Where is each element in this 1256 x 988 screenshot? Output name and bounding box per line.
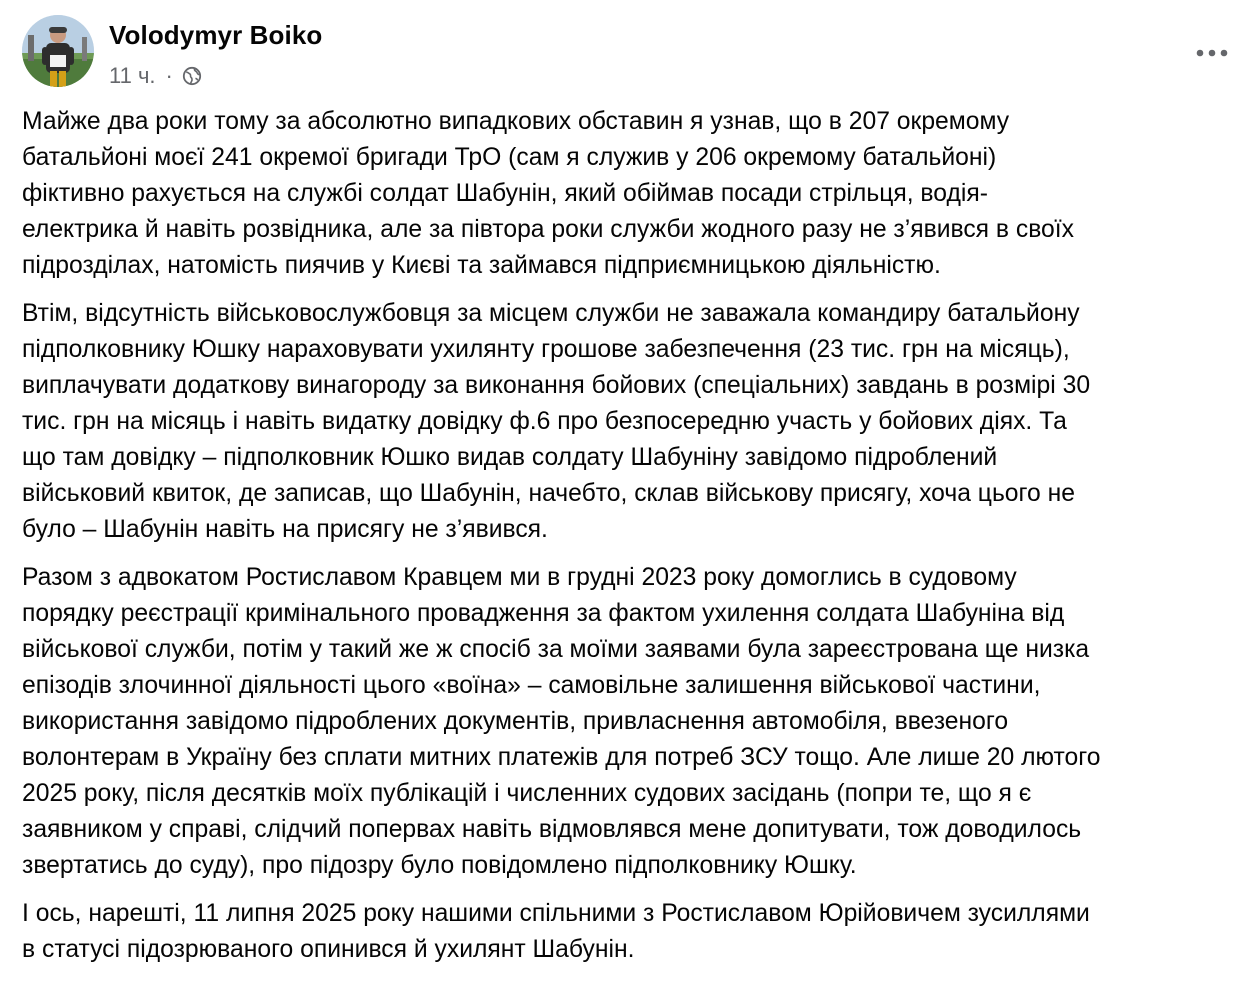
post-paragraph-4	[22, 896, 1242, 968]
text-line: в статусі підозрюваного опинився й ухилянт Шабунін.	[22, 936, 635, 963]
text-line: заявником у справі, слідчий поперваx навіть відмовлявся мене допитувати, тож доводилось	[22, 816, 1082, 843]
post-text	[22, 104, 1242, 980]
avatar[interactable]	[22, 15, 94, 87]
post-meta	[109, 63, 202, 89]
text-line: тис. грн на місяць і навіть видатку довідку ф.6 про безпосередню участь у бойових діях. Та	[22, 408, 1067, 435]
text-line: виплачувати додаткову винагороду за виконання бойових (спеціальних) завдань в розмірі 30	[22, 372, 1091, 399]
post-time[interactable]: 11 ч.	[109, 63, 156, 88]
author-name[interactable]: Volodymyr Boiko	[109, 20, 323, 50]
text-line: використання завідомо підроблених документів, привласнення автомобіля, ввезеного	[22, 708, 1009, 735]
text-line: електрика й навіть розвідника, але за півтора роки служби жодного разу не з’явився в своїх	[22, 216, 1074, 243]
post-paragraph-2	[22, 296, 1242, 548]
text-line: порядку реєстрації кримінального провадження за фактом ухилення солдата Шабуніна від	[22, 600, 1065, 627]
post-paragraph-3	[22, 560, 1242, 884]
text-line: Разом з адвокатом Ростиславом Кравцем ми в грудні 2023 року домоглись в судовому	[22, 564, 1017, 591]
meta-separator: ·	[165, 63, 173, 88]
text-line: підполковнику Юшку нараховувати ухилянту грошове забезпечення (23 тис. грн на місяць),	[22, 336, 1070, 363]
text-line: 2025 року, після десятків моїх публікацій і численних судових засідань (попри те, що я є	[22, 780, 1032, 807]
text-line: І ось, нарешті, 11 липня 2025 року нашими спільними з Ростиславом Юрійовичем зусиллями	[22, 900, 1090, 927]
text-line: Майже два роки тому за абсолютно випадкових обставин я узнав, що в 207 окремому	[22, 108, 1010, 135]
text-line: Втім, відсутність військовослужбовця за місцем служби не заважала командиру батальйону	[22, 300, 1080, 327]
text-line: епізодів злочинної діяльності цього «воїна» – самовільне залишення військової частини,	[22, 672, 1041, 699]
text-line: звертатись до суду), про підозру було повідомлено підполковнику Юшку.	[22, 852, 857, 879]
text-line: було – Шабунін навіть на присягу не з’явився.	[22, 516, 548, 543]
globe-icon[interactable]	[182, 66, 202, 86]
text-line: фіктивно рахується на службі солдат Шабунін, який обіймав посади стрільця, водія-	[22, 180, 988, 207]
text-line: волонтерам в Україну без сплати митних платежів для потреб ЗСУ тощо. Але лише 20 лютого	[22, 744, 1101, 771]
text-line: військовий квиток, де записав, що Шабунін, начебто, склав військову присягу, хоча цього не	[22, 480, 1075, 507]
more-options-icon[interactable]	[1190, 33, 1234, 73]
avatar-photo	[22, 15, 94, 87]
text-line: батальйоні моєї 241 окремої бригади ТрО (сам я служив у 206 окремому батальйоні)	[22, 144, 997, 171]
text-line: військової служби, потім у такий же ж спосіб за моїми заявами була зареєстрована ще низка	[22, 636, 1090, 663]
text-line: що там довідку – підполковник Юшко видав солдату Шабуніну завідомо підроблений	[22, 444, 998, 471]
text-line: підрозділах, натомість пиячив у Києві та займався підприємницькою діяльністю.	[22, 252, 941, 279]
post-paragraph-1	[22, 104, 1242, 284]
post-header	[22, 15, 1234, 95]
